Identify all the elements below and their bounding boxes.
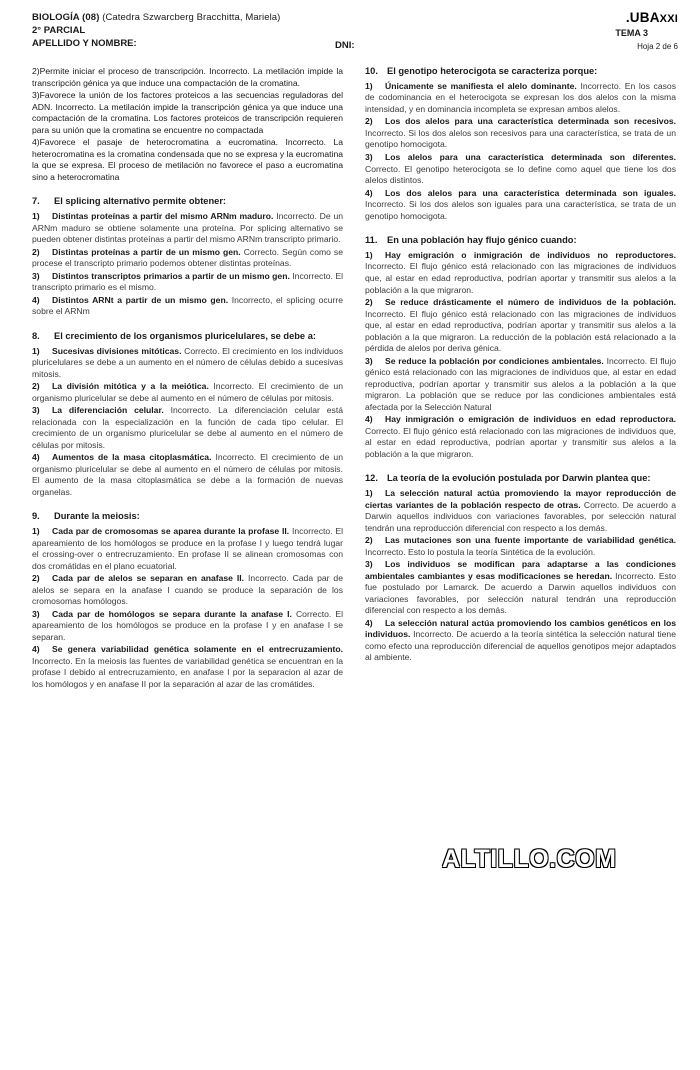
option-number: 1) (32, 345, 40, 356)
option-text: Se reduce drásticamente el número de individuos de la población. (385, 297, 676, 308)
option-text: Aumentos de la masa citoplasmática. (52, 452, 212, 463)
option-number: 4) (365, 617, 373, 628)
option-explanation: Incorrecto. El crecimiento de un organismo pluricelular se debe al aumento en el número de células por mitosis. (32, 381, 343, 403)
question-title: El crecimiento de los organismos pluricelulares, se debe a: (54, 330, 316, 341)
option-text: Los dos alelos para una característica determinada son iguales. (385, 187, 676, 198)
list-item (32, 346, 343, 381)
option-text: Cada par de cromosomas se aparea durante la profase II. (52, 526, 290, 537)
option-text: Permite iniciar el proceso de transcripción. (39, 66, 206, 76)
option-text: Cada par de alelos se separan en anafase II. (52, 573, 245, 584)
question-10 (365, 66, 676, 222)
option-number: 1) (365, 488, 373, 499)
option-text: La selección natural actúa promoviendo los cambios genéticos en los individuos. (365, 617, 676, 640)
list-item (32, 295, 343, 318)
option-text: Las mutaciones son una fuente importante de variabilidad genética. (385, 535, 676, 546)
course-line (32, 12, 678, 23)
option-explanation: Incorrecto. En la meiosis las fuentes de variabilidad genética se encuentran en la profase I debido al entrecruzamiento, en anafase I por la separacion al azar de los homólogos y en anafase II por la separación al azar de las cromátides. (32, 655, 343, 689)
list-item (32, 66, 343, 89)
content-columns (0, 58, 700, 703)
question-number: 9. (32, 511, 40, 522)
option-number: 4) (32, 452, 40, 463)
question-heading (365, 66, 676, 78)
option-number: 1) (32, 526, 40, 537)
option-explanation: Correcto. De acuerdo a Darwin aquellos individuos con variaciones favorables, por selección natural tendrán una reproducción diferencial con respecto a los demás. (365, 499, 676, 533)
list-item (365, 488, 676, 534)
list-item (365, 297, 676, 355)
option-text: Hay inmigración o emigración de individuos en edad reproductora. (385, 414, 676, 425)
list-item (32, 405, 343, 451)
tema-label: TEMA 3 (615, 28, 648, 38)
question-number: 12. (365, 473, 378, 484)
option-number: 2) (32, 573, 40, 584)
question-heading (32, 196, 343, 208)
list-item (32, 452, 343, 498)
option-number: 2) (32, 246, 40, 257)
brand-uba: .UBA (625, 10, 660, 25)
option-explanation: Incorrecto. La metilación impide la transcripción génica ya que induce una compactación de la cromatina. (32, 66, 344, 88)
question-heading (32, 511, 343, 523)
list-item (32, 381, 343, 404)
question-title: En una población hay flujo génico cuando: (387, 235, 577, 246)
option-explanation: Correcto. El flujo génico está relacionado con las migraciones de individuos que, al estar en edad reproductiva, podrían aportar y transmitir sus alelos a la población a la que migraron. (365, 425, 676, 459)
continued-question (32, 66, 343, 183)
option-explanation: Incorrecto. La metilación impide la transcripción génica ya que induce una compactación de la cromatina. Los factores proteicos de transcripción requieren para su unión que la cromatina se encuentre no compactada (32, 101, 343, 135)
list-item (32, 247, 343, 270)
list-item (365, 81, 676, 116)
list-item (32, 271, 343, 294)
list-item (32, 90, 343, 136)
option-explanation: Correcto. Según como se procese el transcripto primario podemos obtener distintas proteínas. (32, 246, 343, 269)
option-number: 3) (32, 405, 40, 416)
list-item (365, 356, 676, 414)
option-text: Distintos transcriptos primarios a partir de un mismo gen. (52, 270, 290, 281)
question-heading (32, 331, 343, 343)
option-text: La selección natural actúa promoviendo la mayor reproducción de ciertas variantes de la población respecto de otras. (365, 488, 676, 510)
option-number: 4) (365, 414, 373, 425)
option-explanation: Correcto. El crecimiento en los individuos pluricelulares se debe a un aumento en el número de células debido a sucesivas mitosis. (32, 345, 344, 379)
question-number: 7. (32, 196, 40, 207)
option-text: La diferenciación celular. (52, 405, 164, 416)
course-code: BIOLOGÍA (08) (32, 12, 100, 23)
list-item (32, 211, 343, 246)
option-text: Se genera variabilidad genética solamente en el entrecruzamiento. (52, 644, 343, 655)
brand-xxi: XXI (659, 13, 678, 25)
question-8 (32, 331, 343, 499)
option-explanation: Incorrecto. El apareamiento de los homólogos se produce en la profase I y luego tendrá lugar el crossing-over o entrecruzamiento. En profase II se alinean cromosomas con dos cromátidas en el plano ecuatorial. (32, 526, 343, 571)
option-number: 4) (32, 294, 40, 305)
question-heading (365, 473, 676, 485)
option-number: 4) (32, 644, 40, 655)
question-number: 11. (365, 235, 378, 246)
list-item (365, 250, 676, 296)
option-explanation: Incorrecto. El crecimiento de un organismo pluricelular se debe al aumento en el número de células por mitosis. El aumento de la masa citoplasmática se debe a la formación de nuevas organelas. (32, 452, 343, 497)
option-number: 3) (32, 608, 40, 619)
option-text: Los alelos para una característica determinada son diferentes. (385, 151, 676, 162)
option-text: Distintas proteínas a partir de un mismo gen. (52, 246, 241, 257)
list-item (365, 152, 676, 187)
dni-label: DNI: (335, 40, 355, 51)
option-explanation: Incorrecto. Si los dos alelos son iguales para una característica, se trata de un genotipo homocigota. (365, 199, 676, 221)
exam-label: 2° PARCIAL (32, 25, 86, 36)
option-text: Los individuos se modifican para adaptarse a las condiciones ambientales cambiantes y esas modificaciones se heredan. (365, 559, 676, 581)
option-text: Sucesivas divisiones mitóticas. (52, 345, 182, 356)
question-number: 8. (32, 330, 40, 341)
option-explanation: Correcto. El genotipo heterocigota se lo define como aquel que tiene los dos alelos distintos. (365, 163, 676, 186)
list-item (365, 535, 676, 558)
option-text: La división mitótica y a la meiótica. (52, 381, 209, 392)
question-9 (32, 511, 343, 690)
option-number: 2) (32, 66, 40, 76)
option-text: Distintos ARNt a partir de un mismo gen. (52, 294, 229, 305)
list-item (32, 137, 343, 183)
left-column (32, 66, 343, 703)
name-label: APELLIDO Y NOMBRE: (32, 38, 137, 49)
option-number: 1) (32, 211, 40, 222)
option-text: Distintas proteínas a partir del mismo ARNm maduro. (52, 211, 274, 222)
option-number: 3) (32, 270, 40, 281)
option-number: 3) (365, 355, 373, 366)
site-watermark: ALTILLO.COM (442, 845, 617, 873)
page-number: Hoja 2 de 6 (637, 42, 678, 51)
option-explanation: Incorrecto. De un ARNm maduro se obtiene solamente una proteína. Por splicing alternativo se pueden obtener distintas proteínas a partir del mismo ARNm transcripto primario. (32, 211, 344, 245)
option-explanation: Incorrecto. Cada par de alelos se separa en la anafase I cuando se produce la separación de los cromosomas homólogos. (32, 573, 343, 607)
option-text: Hay emigración o inmigración de individuos no reproductores. (385, 249, 676, 260)
option-text: Favorece la unión de los factores proteicos a las secuencias reguladoras del ADN. (32, 90, 343, 112)
option-number: 2) (32, 381, 40, 392)
option-text: Únicamente se manifiesta el alelo dominante. (385, 80, 577, 91)
right-column (365, 66, 676, 703)
list-item (32, 573, 343, 608)
question-title: El splicing alternativo permite obtener: (54, 196, 227, 207)
option-number: 2) (365, 535, 373, 546)
question-number: 10. (365, 66, 378, 76)
list-item (32, 644, 343, 690)
option-explanation: Incorrecto, el splicing ocurre sobre el ARNm (32, 294, 344, 317)
option-number: 4) (32, 137, 40, 148)
option-explanation: Incorrecto. De acuerdo a la teoría sintética la selección natural tiene como efecto una reproducción diferencial de aquellos genotipos mejor adaptados al ambiente. (365, 629, 676, 663)
list-item (365, 188, 676, 223)
option-explanation: Incorrecto. La diferenciación celular está relacionada con la especialización en la función de cada tipo celular. El crecimiento de un organismo pluricelular se debe al aumento en el número de células por mitosis. (32, 405, 343, 450)
option-explanation: Incorrecto. El flujo génico está relacionado con las migraciones de individuos que, al estar en edad reproductiva, podrían aportar y transmitir sus alelos a la población a la que migraron. (365, 261, 676, 295)
option-text: Favorece el pasaje de heterocromatina a eucromatina. (39, 137, 279, 148)
option-text: Los dos alelos para una característica determinada son recesivos. (385, 116, 676, 127)
option-number: 3) (32, 90, 40, 101)
option-explanation: Incorrecto. El transcripto primario es el mismo. (32, 270, 343, 293)
list-item (365, 559, 676, 617)
option-number: 1) (365, 80, 373, 91)
option-number: 4) (365, 187, 373, 198)
question-heading (365, 235, 676, 247)
question-11 (365, 235, 676, 460)
question-title: Durante la meiosis: (54, 511, 140, 522)
list-item (32, 609, 343, 644)
option-explanation: Incorrecto. En los casos de codominancia en el heterocigota se expresan los dos alelos con la misma intensidad, y en dominancia incompleta se expresan ambos alelos. (365, 80, 677, 114)
option-explanation: Incorrecto. El flujo génico está relacionado con las migraciones de individuos que, al estar en edad reproductiva, podrían aportar y transmitir sus alelos a la población a la que migraron. La reducción de la población está relacionado a la pérdida de alelos por deriva génica. (365, 308, 676, 354)
list-item (365, 414, 676, 460)
page-header (0, 0, 700, 58)
option-explanation: Incorrecto. Esto lo postula la teoría Sintética de la evolución. (365, 546, 596, 557)
option-number: 3) (365, 151, 373, 162)
option-explanation: Incorrecto. Esto fue postulado por Lamarck. De acuerdo a Darwin aquellos individuos con variaciones favorables, por selección natural tendrán una reproducción diferencial con respecto a los demás. (365, 570, 677, 616)
question-7 (32, 196, 343, 318)
option-explanation: Incorrecto. El flujo génico está relacionado con las migraciones de individuos que, al estar en edad reproductiva, podrían aportar y transmitir sus alelos a la población a la que migraron. La población que se reduce por las condiciones ambientales está afectada por la Selección Natural (365, 355, 677, 412)
option-explanation: Incorrecto. Si los dos alelos son recesivos para una característica, se trata de un genotipo homocigota. (365, 127, 676, 150)
course-chair: (Catedra Szwarcberg Bracchitta, Mariela) (102, 12, 281, 23)
list-item (365, 116, 676, 151)
option-text: Se reduce la población por condiciones ambientales. (385, 355, 604, 366)
list-item (32, 526, 343, 572)
option-number: 1) (365, 249, 373, 260)
option-explanation: Incorrecto. La heterocromatina es la cromatina condensada que no se expresa y la eucromatina la que se expresa. El proceso de metilación no favorece el paso a eucromatina sino a heterocromatina (32, 137, 343, 182)
option-number: 2) (365, 116, 373, 127)
option-number: 3) (365, 559, 373, 570)
brand-logo (626, 10, 678, 25)
question-title: El genotipo heterocigota se caracteriza porque: (387, 66, 598, 76)
question-title: La teoría de la evolución postulada por Darwin plantea que: (387, 473, 651, 484)
option-explanation: Correcto. El apareamiento de los homólogos se produce en la profase I y en anafase I se separan. (32, 608, 343, 642)
list-item (365, 618, 676, 664)
question-12 (365, 473, 676, 664)
option-number: 2) (365, 297, 373, 308)
option-text: Cada par de homólogos se separa durante la anafase I. (52, 608, 292, 619)
